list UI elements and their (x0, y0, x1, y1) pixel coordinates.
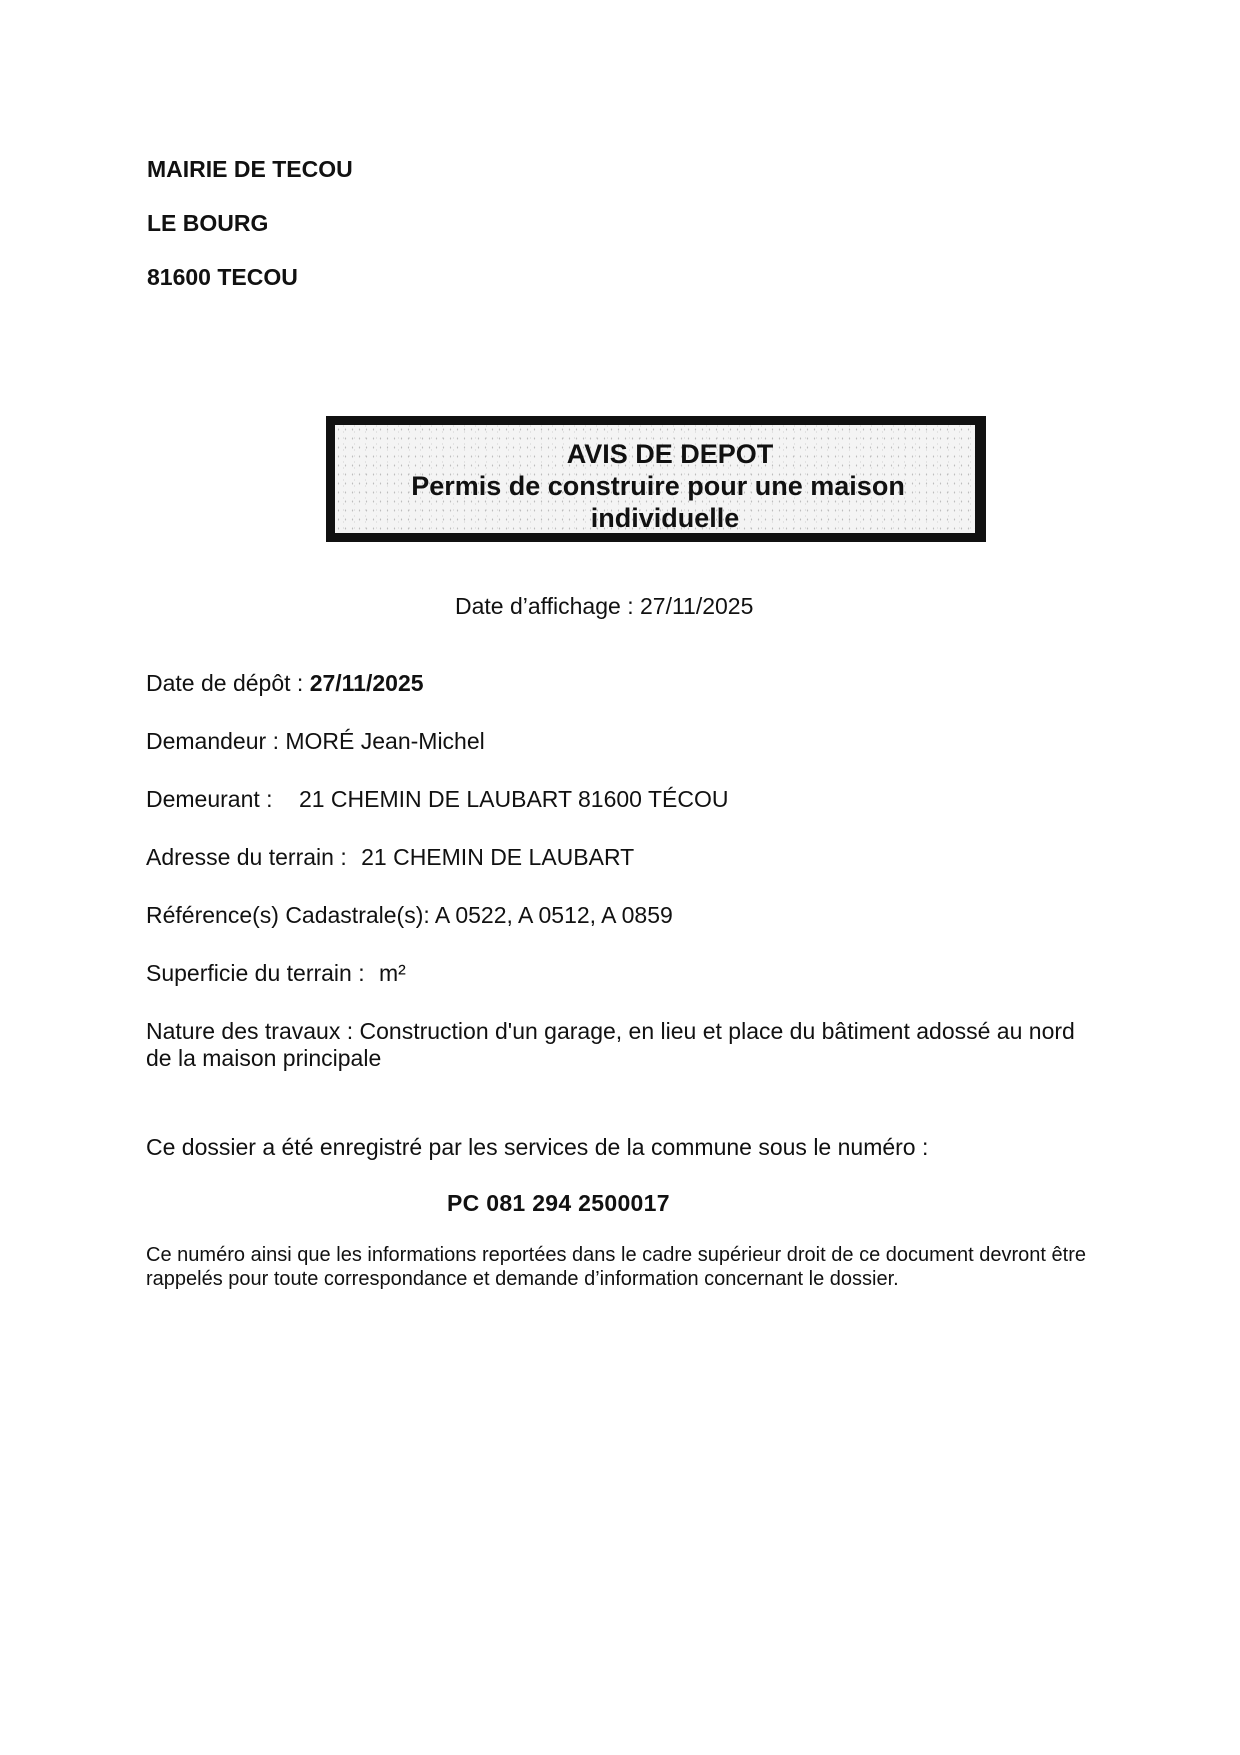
filing-date-value: 27/11/2025 (309, 670, 424, 696)
land-address-value: 21 CHEMIN DE LAUBART (361, 844, 635, 870)
residence-label: Demeurant : (146, 786, 279, 812)
field-residence (146, 786, 1086, 813)
registration-statement: Ce dossier a été enregistré par les services de la commune sous le numéro : (146, 1134, 929, 1160)
posting-date-value: 27/11/2025 (639, 593, 754, 619)
sender-address-block (147, 158, 353, 320)
cadastral-refs-value: A 0522, A 0512, A 0859 (434, 902, 673, 928)
notice-title: AVIS DE DEPOT (566, 439, 774, 469)
field-filing-date (146, 670, 1086, 697)
field-applicant (146, 728, 1086, 755)
land-address-label: Adresse du terrain : (146, 844, 354, 870)
sender-city: 81600 TECOU (147, 264, 298, 290)
works-nature-value: Construction d'un garage, en lieu et place du bâtiment adossé au nord de la maison principale (146, 1018, 1075, 1071)
footnote: Ce numéro ainsi que les informations reportées dans le cadre supérieur droit de ce document devront être rappelés pour toute correspondance et demande d’information concernant le dossier. (146, 1244, 1086, 1290)
registration-number: PC 081 294 2500017 (447, 1190, 670, 1216)
posting-date-label: Date d’affichage : (455, 593, 640, 619)
applicant-label: Demandeur : (146, 728, 286, 754)
works-nature-label: Nature des travaux : (146, 1018, 360, 1044)
cadastral-refs-label: Référence(s) Cadastrale(s): (146, 902, 435, 928)
notice-title-box (326, 416, 986, 542)
sender-street: LE BOURG (147, 210, 269, 236)
land-area-label: Superficie du terrain : (146, 960, 372, 986)
land-area-value: m² (379, 960, 406, 986)
notice-subtitle-line2: individuelle (590, 503, 740, 533)
filing-date-label: Date de dépôt : (146, 670, 310, 696)
notice-subtitle-line1: Permis de construire pour une maison (411, 471, 905, 501)
application-details (146, 670, 1086, 1072)
residence-value: 21 CHEMIN DE LAUBART 81600 TÉCOU (298, 786, 729, 812)
field-works-nature (146, 1018, 1086, 1072)
sender-name: MAIRIE DE TECOU (147, 156, 353, 182)
applicant-value: MORÉ Jean-Michel (285, 728, 485, 754)
field-land-address (146, 844, 1086, 871)
field-cadastral-refs (146, 902, 1086, 929)
posting-date (455, 593, 753, 620)
field-land-area (146, 960, 1086, 987)
